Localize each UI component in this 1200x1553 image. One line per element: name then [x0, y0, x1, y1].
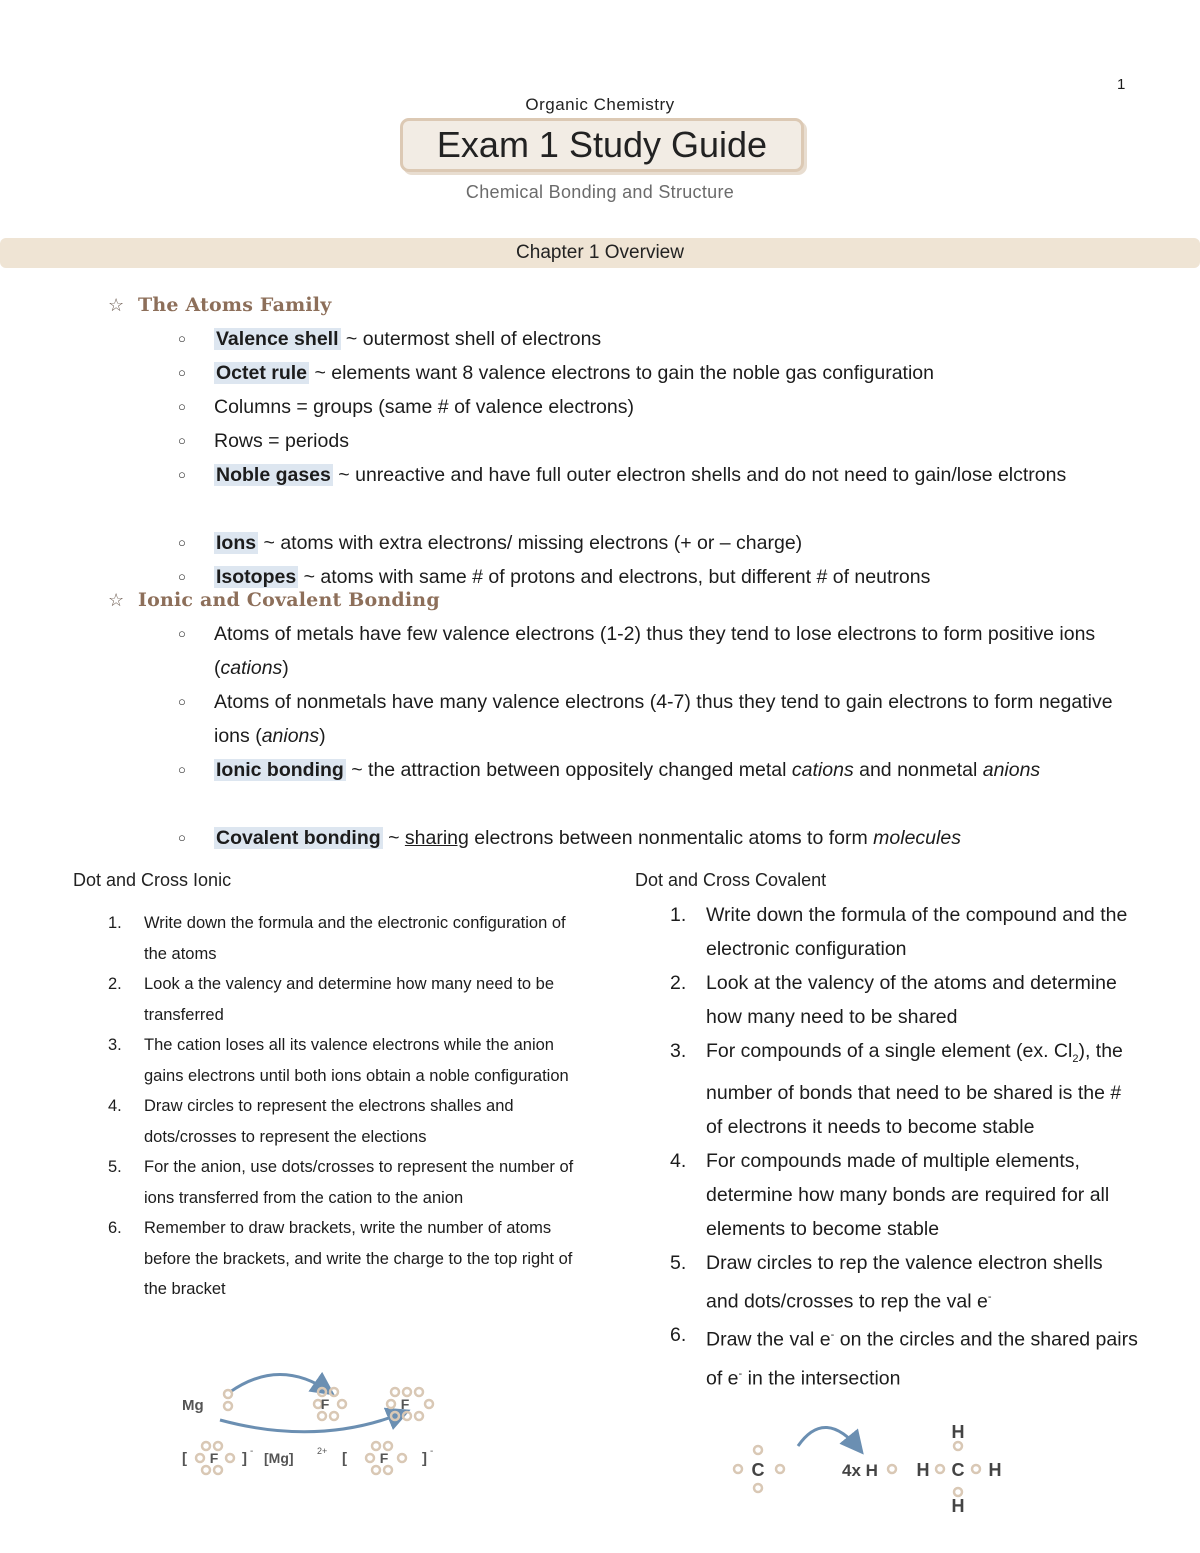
list-item	[108, 1030, 578, 1091]
step-number: 3.	[670, 1040, 687, 1062]
term-highlight: Ions	[216, 532, 257, 554]
definition-text: Columns = groups (same # of valence electrons)	[214, 396, 634, 418]
list-item	[670, 1246, 1140, 1319]
emphasis-text: cations	[791, 759, 854, 781]
step-text: Write down the formula and the electronic configuration of the atoms	[144, 914, 566, 963]
carbon-symbol: C	[751, 1460, 765, 1480]
bracket-open: [	[342, 1450, 347, 1467]
bullet-icon: ○	[178, 331, 186, 346]
definition-text: Atoms of nonmetals have many valence electrons (4-7) thus they tend to gain electrons to form negative ions (	[214, 691, 1113, 747]
definition-text: ~ the attraction between oppositely changed metal	[345, 759, 792, 781]
definition-text: electrons between nonmentalic atoms to form	[468, 827, 874, 849]
fluorine-symbol: F	[320, 1396, 330, 1412]
list-item	[108, 1091, 578, 1152]
definition-text: ~ outermost shell of electrons	[340, 328, 602, 350]
transfer-arrow	[230, 1375, 330, 1393]
step-text	[706, 1246, 1140, 1319]
term-highlight: Valence shell	[216, 328, 339, 350]
list-item	[670, 1144, 1140, 1246]
four-hydrogen-label: 4x H	[842, 1461, 878, 1480]
step-text: Look a the valency and determine how many need to be transferred	[144, 975, 555, 1024]
hydrogen-symbol: H	[951, 1422, 965, 1442]
section-heading-atoms-family	[108, 294, 331, 316]
page-number: 1	[1117, 76, 1126, 93]
definition-text: ~ atoms with extra electrons/ missing electrons (+ or – charge)	[258, 532, 803, 554]
emphasis-text: anions	[982, 759, 1041, 781]
step-number: 6.	[108, 1219, 122, 1237]
fluorine-symbol: F	[379, 1450, 389, 1466]
bracket-close: ]	[242, 1450, 247, 1467]
ionic-dot-cross-diagram	[170, 1362, 460, 1484]
list-item	[670, 898, 1140, 966]
step-text: For compounds made of multiple elements, determine how many bonds are required for all elements to become stable	[706, 1149, 1110, 1240]
bullet-icon: ○	[178, 694, 186, 709]
step-text-part: Draw the val e	[706, 1328, 831, 1351]
step-text: For the anion, use dots/crosses to represent the number of ions transferred from the cation to the anion	[144, 1158, 574, 1207]
step-text-part: ), the number of bonds that need to be shared is the # of electrons it needs to become stable	[706, 1040, 1123, 1138]
step-text-part: in the intersection	[742, 1367, 901, 1390]
step-text: Write down the formula of the compound and the electronic configuration	[706, 904, 1128, 960]
hydrogen-symbol: H	[916, 1460, 930, 1480]
list-item	[108, 1152, 578, 1213]
list-item	[670, 966, 1140, 1034]
charge-label: -	[430, 1446, 434, 1457]
carbon-symbol: C	[951, 1460, 965, 1480]
charge-label: -	[250, 1446, 254, 1457]
bullet-icon: ○	[178, 569, 186, 584]
bullet-icon: ○	[178, 830, 186, 845]
list-item	[108, 908, 578, 969]
hydrogen-symbol: H	[951, 1496, 965, 1516]
definition-text: Rows = periods	[214, 430, 349, 452]
section-heading-text: The Atoms Family	[138, 294, 332, 316]
term-highlight: Noble gases	[216, 464, 331, 486]
step-number: 6.	[670, 1324, 687, 1347]
mg-symbol: Mg	[182, 1397, 204, 1414]
step-text-part: on the circles and the shared pairs of e	[706, 1328, 1138, 1390]
definition-text: ~ atoms with same # of protons and electrons, but different # of neutrons	[298, 566, 931, 588]
close-paren: )	[319, 725, 326, 747]
bracket-open: [	[182, 1450, 187, 1467]
hydrogen-symbol: H	[988, 1460, 1002, 1480]
list-item	[108, 969, 578, 1030]
emphasis-text: cations	[220, 657, 283, 679]
section-heading-bonding	[108, 589, 440, 611]
covalent-steps-list	[670, 898, 1140, 1395]
definition-text: ~ unreactive and have full outer electron shells and do not need to gain/lose elctrons	[332, 464, 1067, 486]
step-text: Draw circles to represent the electrons shalles and dots/crosses to represent the elections	[144, 1097, 514, 1146]
superscript: -	[987, 1290, 992, 1303]
definition-text: and nonmetal	[853, 759, 983, 781]
bullet-icon: ○	[178, 535, 186, 550]
transfer-arrow	[220, 1412, 405, 1432]
fluorine-symbol: F	[209, 1450, 219, 1466]
underlined-text: sharing	[404, 827, 469, 849]
step-number: 5.	[670, 1251, 687, 1274]
step-text: The cation loses all its valence electrons while the anion gains electrons until both ions obtain a noble configuration	[144, 1036, 569, 1085]
step-number: 5.	[108, 1158, 122, 1176]
term-highlight: Isotopes	[216, 566, 297, 588]
term-highlight: Covalent bonding	[216, 827, 381, 849]
superscript: -	[830, 1329, 835, 1342]
fluorine-symbol: F	[400, 1396, 410, 1412]
close-paren: )	[282, 657, 289, 679]
step-text-part: For compounds of a single element (ex. Cl	[706, 1040, 1073, 1062]
step-number: 4.	[670, 1149, 687, 1172]
bullet-icon: ○	[178, 626, 186, 641]
subject-label: Organic Chemistry	[525, 95, 675, 114]
term-highlight: Ionic bonding	[216, 759, 344, 781]
ionic-steps-list	[108, 908, 578, 1305]
emphasis-text: anions	[261, 725, 320, 747]
emphasis-text: molecules	[873, 827, 961, 849]
mg-ion-label: [Mg]	[264, 1450, 294, 1466]
page-title: Exam 1 Study Guide	[400, 118, 804, 172]
subscript: 2	[1072, 1052, 1079, 1065]
bullet-icon: ○	[178, 399, 186, 414]
list-item	[108, 1213, 578, 1305]
bullet-icon: ○	[178, 467, 186, 482]
step-number: 4.	[108, 1097, 122, 1115]
step-number: 1.	[670, 904, 687, 926]
transfer-arrow	[798, 1427, 860, 1450]
page-subtitle: Chemical Bonding and Structure	[465, 182, 735, 202]
covalent-dot-cross-diagram	[720, 1412, 1020, 1522]
bracket-close: ]	[422, 1450, 427, 1467]
step-text: Look at the valency of the atoms and determine how many need to be shared	[706, 972, 1117, 1028]
definition-text: Atoms of metals have few valence electrons (1-2) thus they tend to lose electrons to form positive ions (	[214, 623, 1096, 679]
chapter-banner: Chapter 1 Overview	[0, 238, 1200, 268]
step-text	[706, 1034, 1140, 1144]
ionic-column-heading: Dot and Cross Ionic	[73, 870, 232, 890]
step-number: 3.	[108, 1036, 122, 1054]
step-number: 1.	[108, 914, 122, 932]
bullet-icon: ○	[178, 365, 186, 380]
star-icon: ☆	[108, 295, 125, 316]
step-number: 2.	[670, 972, 687, 994]
covalent-column-heading: Dot and Cross Covalent	[635, 870, 827, 890]
list-item	[670, 1318, 1140, 1395]
star-icon: ☆	[108, 590, 125, 611]
superscript: -	[738, 1367, 743, 1380]
term-highlight: Octet rule	[216, 362, 308, 384]
list-item	[670, 1034, 1140, 1144]
step-text: Remember to draw brackets, write the number of atoms before the brackets, and write the charge to the top right of the bracket	[144, 1219, 573, 1298]
charge-label: 2+	[317, 1446, 328, 1456]
step-text	[706, 1318, 1140, 1395]
definition-text: ~ elements want 8 valence electrons to gain the noble gas configuration	[309, 362, 934, 384]
section-heading-text: Ionic and Covalent Bonding	[138, 589, 440, 611]
step-number: 2.	[108, 975, 122, 993]
bullet-icon: ○	[178, 433, 186, 448]
definition-text: ~	[382, 827, 405, 849]
bullet-icon: ○	[178, 762, 186, 777]
step-text-part: Draw circles to rep the valence electron shells and dots/crosses to rep the val e	[706, 1251, 1103, 1313]
